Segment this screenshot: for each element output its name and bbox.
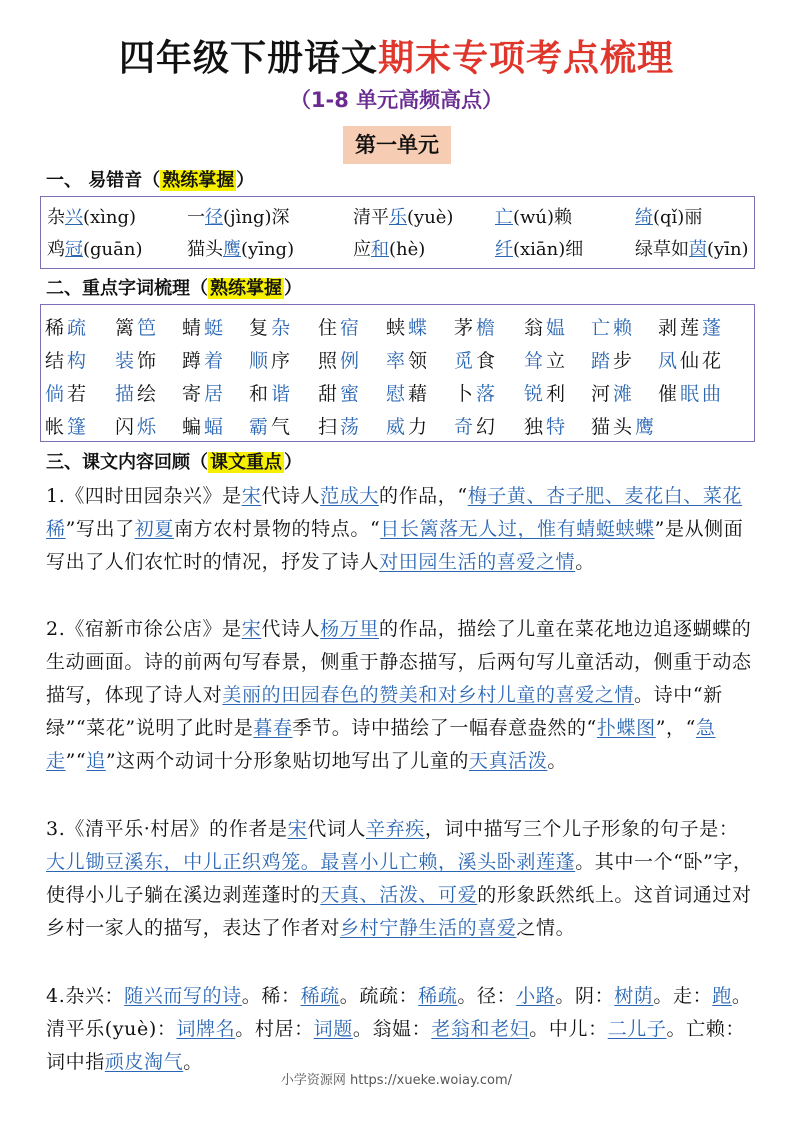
item-pinyin: (xìng) [83,207,137,228]
item-pinyin: (yuè) [407,207,454,228]
section-heading-text: 二、重点字词梳理（ [46,278,208,299]
paragraph-text: ”是从侧面写出了人们农忙时的情况，抒发了诗人 [46,518,744,573]
item-key-char: 茵 [689,239,707,260]
word-char: 霸 [249,416,272,438]
title-part-red: 期末专项考点梳理 [378,38,675,79]
pronunciation-item [353,203,453,229]
key-answer: 暮春 [253,717,293,739]
pronunciation-item [495,203,572,229]
word-key-char: 藉 [408,383,431,405]
word-char: 威 [386,416,409,438]
item-key-char: 鹰 [223,239,241,260]
vocab-word [45,412,89,439]
word-char: 描 [115,383,138,405]
word-key-char: 疏 [67,317,90,339]
paragraph-text: 。 [183,1051,203,1073]
key-answer: 日长篱落无人过，惟有蜻蜓蛱蝶 [380,518,655,540]
vocab-word [386,313,430,340]
word-char: 篱 [115,317,138,339]
paragraph-text: 3.《清平乐·村居》的作者是 [46,818,288,840]
word-char: 装 [115,350,138,372]
item-text: 一 [187,207,205,228]
word-key-char: 序 [271,350,294,372]
key-answer: 对田园生活的喜爱之情 [379,551,576,573]
word-char: 奇 [454,416,477,438]
paragraph-text: 南方农村景物的特点。“ [173,518,381,540]
section-heading-close: ） [284,452,302,473]
vocab-word [318,379,362,406]
paragraph-text: 。走： [653,985,713,1007]
word-key-char: 杂 [271,317,294,339]
word-char: 倘 [45,383,68,405]
key-answer: 词题 [313,1018,353,1040]
word-char: 甜 [318,383,341,405]
item-key-char: 冠 [65,239,83,260]
vocab-word [249,313,293,340]
vocab-word [115,313,159,340]
key-answer: 老翁和老妇 [431,1018,530,1040]
paragraph-text: 代诗人 [261,485,321,507]
paragraph-text: 2.《宿新市徐公店》是 [46,618,242,640]
key-answer: 树荫 [614,985,654,1007]
pronunciation-item [47,203,136,229]
word-char: 复 [249,317,272,339]
highlight-tag: 课文重点 [210,452,282,473]
paragraph-text: 的形象跃然纸上。这首词通过对乡村一家人的描写，表达了作者对 [46,884,752,939]
item-text: 绿草如 [635,239,689,260]
paragraph-text: 。 [575,551,595,573]
pronunciation-item [187,235,294,261]
vocab-word [454,313,498,340]
vocab-word [454,412,498,439]
highlight-tag: 熟练掌握 [162,170,235,191]
paragraph-text: 代词人 [307,818,366,840]
vocab-word [45,346,89,373]
paragraph-text: 代诗人 [261,618,321,640]
paragraph-text: 。清平乐(yuè)： [46,985,752,1040]
pronunciation-item [635,235,749,261]
word-char: 照 [318,350,341,372]
title-part-black: 四年级下册语文 [118,38,378,79]
item-pinyin: (xiān) [513,239,566,260]
word-char: 住 [318,317,341,339]
vocab-word [45,379,89,406]
item-pinyin: (jìng) [223,207,272,228]
word-key-char: 居 [204,383,227,405]
vocab-word [182,379,226,406]
word-char: 蝙 [182,416,205,438]
vocab-word [454,379,498,406]
word-key-char: 气 [271,416,294,438]
pronunciation-box [40,196,755,269]
word-char: 踏 [591,350,614,372]
item-text: 清平 [353,207,389,228]
word-key-char: 绘 [137,383,160,405]
vocab-word [115,346,159,373]
highlight-tag: 熟练掌握 [210,278,282,299]
footer-source: 小学资源网 https://xueke.woiay.com/ [280,1073,513,1088]
paragraph-text: ，词中描写三个儿子形象的句子是： [424,818,739,840]
vocab-word [658,346,724,373]
word-key-char: 宿 [340,317,363,339]
word-char: 催 [658,383,681,405]
vocab-word [318,412,362,439]
word-char: 稀 [45,317,68,339]
word-key-char: 蜓 [204,317,227,339]
word-key-char: 鹰 [635,416,658,438]
key-answer: 宋 [287,818,308,840]
paragraph-text: 。径： [457,985,517,1007]
key-answer: 宋 [241,485,262,507]
item-pinyin: (yīn) [707,239,749,260]
word-char: 凤 [658,350,681,372]
word-char: 锐 [524,383,547,405]
word-key-char: 饰 [137,350,160,372]
paragraph-text: ”写出了 [65,518,135,540]
item-pinyin: (hè) [389,239,426,260]
word-key-char: 食 [476,350,499,372]
section-heading-text: 一、 易错音（ [46,170,161,191]
word-key-char [680,383,724,405]
key-answer: 追 [86,750,106,772]
word-key-char: 眠 [680,383,703,405]
vocab-word [524,313,568,340]
item-text: 杂 [47,207,65,228]
key-answer: 梅子黄、杏子肥、麦花白、菜花稀 [46,485,743,540]
key-answer: 扑蝶图 [596,717,656,739]
key-answer: 小路 [516,985,556,1007]
paragraph-text: ”这两个动词十分形象贴切地写出了儿童的 [105,750,469,772]
word-char: 寄 [182,383,205,405]
word-char: 猫头 [591,416,636,438]
vocab-word [386,379,430,406]
word-key-char: 落 [476,383,499,405]
word-key-char: 步 [613,350,636,372]
item-key-char: 径 [205,207,223,228]
word-key-char: 荡 [340,416,363,438]
vocab-word [182,346,226,373]
paragraph-text: 。 [547,750,567,772]
word-key-char: 幻 [476,416,499,438]
word-char: 翁 [524,317,547,339]
word-char: 卜 [454,383,477,405]
word-key-char: 仙花 [680,350,725,372]
key-answer: 杨万里 [320,618,379,640]
paragraph-text: 4.杂兴： [46,985,125,1007]
word-key-char: 领 [408,350,431,372]
review-paragraph-3 [46,813,758,945]
item-pinyin: (yīng) [241,239,295,260]
vocab-word [524,379,568,406]
page-title [0,30,793,81]
key-answer: 急走 [46,717,716,772]
word-char: 茅 [454,317,477,339]
word-key-char: 构 [67,350,90,372]
pronunciation-item [187,203,290,229]
vocab-word [45,313,89,340]
item-text: 应 [353,239,371,260]
key-answer: 辛弃疾 [366,818,425,840]
key-answer: 初夏 [134,518,174,540]
key-answer: 天真、活泼、可爱 [320,884,478,906]
review-paragraph-2 [46,613,758,778]
word-key-char: 赖 [613,317,636,339]
paragraph-text: 之情。 [516,917,576,939]
item-key-char: 亡 [495,207,513,228]
item-pinyin: (qǐ) [653,207,685,228]
word-char: 曲 [702,383,725,405]
vocab-word [115,379,159,406]
word-char: 率 [386,350,409,372]
key-answer: 稀疏 [418,985,458,1007]
word-char: 蛱 [386,317,409,339]
word-char: 亡 [591,317,614,339]
item-key-char: 乐 [389,207,407,228]
vocab-word [182,412,226,439]
pronunciation-item [47,235,142,261]
word-key-char: 蝶 [408,317,431,339]
word-key-char: 蓬 [702,317,725,339]
vocab-word [524,412,568,439]
word-key-char: 利 [546,383,569,405]
key-answer: 天真活泼 [468,750,548,772]
paragraph-text: 。稀： [241,985,301,1007]
paragraph-text: 。翁媪： [352,1018,432,1040]
word-key-char: 特 [546,416,569,438]
section-heading-words [46,276,302,302]
vocab-word [386,412,430,439]
word-char: 独 [524,416,547,438]
section-heading-review [46,450,302,476]
word-key-char: 篷 [67,416,90,438]
key-answer: 跑 [712,985,732,1007]
pronunciation-item [353,235,425,261]
word-key-char: 若 [67,383,90,405]
word-char: 蹲 [182,350,205,372]
word-char: 闪 [115,416,138,438]
word-key-char: 蜜 [340,383,363,405]
word-char: 觅 [454,350,477,372]
vocab-word [591,313,635,340]
word-char: 帐 [45,416,68,438]
item-pinyin: (guān) [83,239,143,260]
review-paragraph-1 [46,480,758,579]
item-text: 鸡 [47,239,65,260]
paragraph-text: 的作品，“ [378,485,468,507]
word-key-char: 力 [408,416,431,438]
word-key-char: 着 [204,350,227,372]
item-text: 赖 [554,207,573,228]
item-text: 细 [565,239,584,260]
item-key-char: 和 [371,239,389,260]
section-heading-close: ） [284,278,302,299]
vocab-word [318,313,362,340]
vocab-word [115,412,159,439]
word-char: 蜻 [182,317,205,339]
key-answer: 范成大 [320,485,379,507]
word-key-char: 立 [546,350,569,372]
item-key-char: 纤 [495,239,513,260]
key-answer: 宋 [241,618,262,640]
word-key-char: 谐 [271,383,294,405]
word-key-char: 檐 [476,317,499,339]
vocab-word [454,346,498,373]
word-char: 和 [249,383,272,405]
paragraph-text: 。阴： [555,985,615,1007]
paragraph-text: 。其中一个“卧”字，使得小儿子躺在溪边剥莲蓬时的 [46,851,753,906]
section-heading-pronunciation [46,168,254,194]
vocab-word [591,412,657,439]
key-answer: 二儿子 [607,1018,667,1040]
vocab-word [386,346,430,373]
word-key-char: 蝠 [204,416,227,438]
word-key-char: 例 [340,350,363,372]
unit-title: 第一单元 [343,126,451,164]
key-answer: 稀疏 [300,985,340,1007]
paragraph-text: 。疏疏： [339,985,419,1007]
pronunciation-item [495,235,583,261]
paragraph-text: 。村居： [235,1018,314,1040]
pronunciation-item [635,203,702,229]
item-text: 猫头 [187,239,223,260]
word-char: 河 [591,383,614,405]
key-answer: 随兴而写的诗 [124,985,242,1007]
word-key-char: 滩 [613,383,636,405]
paragraph-text: 1.《四时田园杂兴》是 [46,485,242,507]
key-answer: 大儿锄豆溪东，中儿正织鸡笼。最喜小儿亡赖，溪头卧剥莲蓬 [46,851,576,873]
item-pinyin: (wú) [513,207,555,228]
item-key-char: 兴 [65,207,83,228]
item-text: 丽 [684,207,703,228]
section-heading-text: 三、课文内容回顾（ [46,452,208,473]
word-char: 耸 [524,350,547,372]
vocab-word [182,313,226,340]
word-char: 结 [45,350,68,372]
word-key-char: 烁 [137,416,160,438]
key-answer: 乡村宁静生活的喜爱 [340,917,517,939]
section-heading-close: ） [236,170,255,191]
key-answer: 词牌名 [176,1018,236,1040]
vocab-word [658,379,724,406]
word-char: 顺 [249,350,272,372]
vocab-word [658,313,724,340]
word-char: 剥莲 [658,317,703,339]
word-key-char: 媪 [546,317,569,339]
page-subtitle: （1-8 单元高频高点） [289,88,504,112]
review-paragraph-4 [46,980,758,1079]
vocab-word [249,379,293,406]
paragraph-text: 。中儿： [529,1018,608,1040]
vocab-word [249,412,293,439]
vocab-word [591,346,635,373]
vocab-word [591,379,635,406]
item-text: 深 [271,207,290,228]
word-char: 扫 [318,416,341,438]
vocab-word [249,346,293,373]
item-key-char: 绮 [635,207,653,228]
vocab-word [524,346,568,373]
paragraph-text: ”“ [65,750,87,772]
paragraph-text: ”，“ [655,717,696,739]
word-key-char: 笆 [137,317,160,339]
key-answer: 顽皮淘气 [104,1051,184,1073]
word-char: 慰 [386,383,409,405]
paragraph-text: 季节。诗中描绘了一幅春意盎然的“ [292,717,597,739]
paragraph-text: 。诗中“新绿”“菜花”说明了此时是 [46,684,723,739]
paragraph-text: 的作品，描绘了儿童在菜花地边追逐蝴蝶的生动画面。诗的前两句写春景，侧重于静态描写，后两句写儿童活动，侧重于动态描写，体现了诗人对 [46,618,752,706]
vocab-word [318,346,362,373]
words-box [40,304,755,442]
paragraph-text: 。亡赖：词中指 [46,1018,745,1073]
key-answer: 美丽的田园春色的赞美和对乡村儿童的喜爱之情 [222,684,635,706]
